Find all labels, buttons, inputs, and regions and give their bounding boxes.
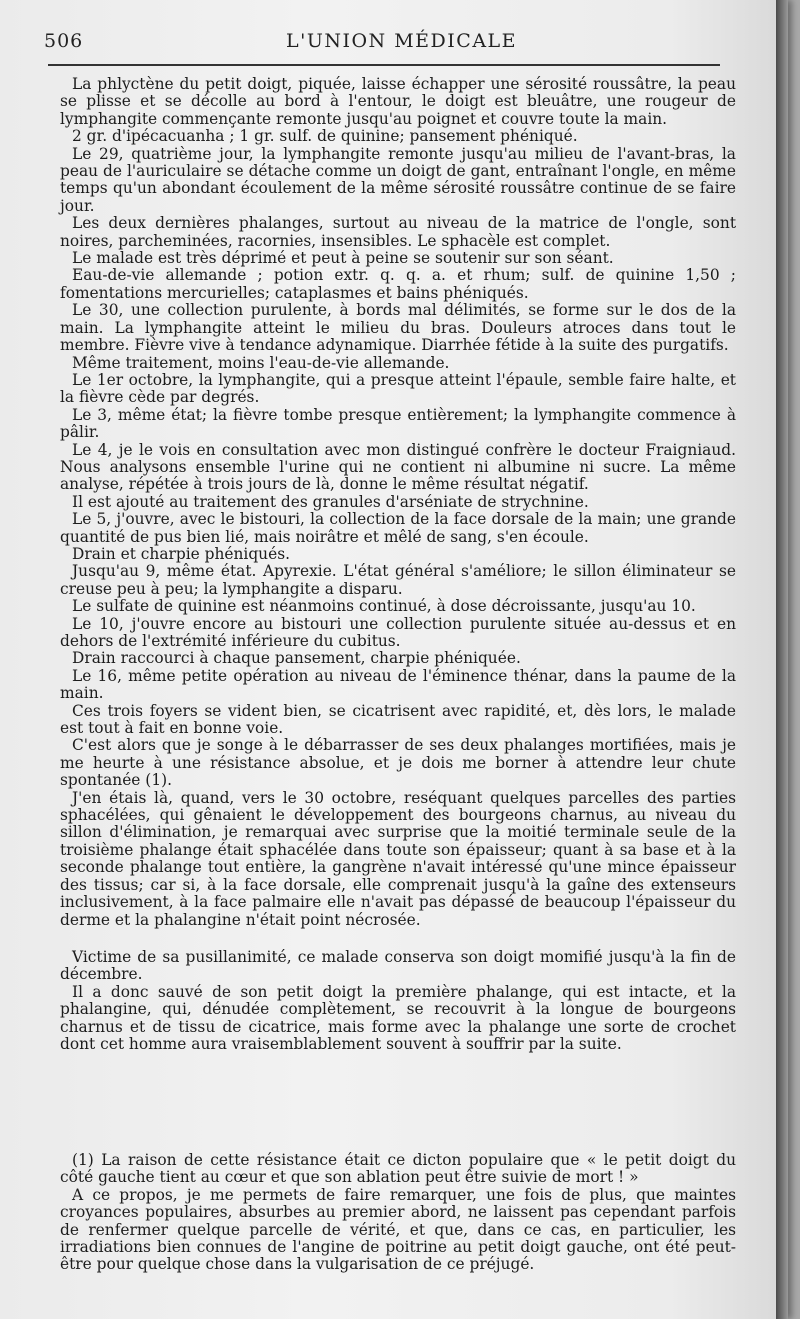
- paragraph: Le sulfate de quinine est néanmoins continué, à dose décroissante, jusqu'au 10.: [72, 597, 696, 616]
- paragraph: Le 5, j'ouvre, avec le bistouri, la collection de la face dorsale de la main; une grande quantité de pus bien lié, mais noirâtre et mêlé de sang, s'en écoule.: [60, 510, 736, 546]
- paragraph: Le 3, même état; la fièvre tombe presque entièrement; la lymphangite commence à pâlir.: [60, 405, 736, 442]
- page-number: 506: [44, 30, 84, 52]
- running-title: L'UNION MÉDICALE: [286, 30, 518, 52]
- paragraph: Jusqu'au 9, même état. Apyrexie. L'état général s'améliore; le sillon éliminateur se creuse peu à peu; la lymphangite a disparu.: [60, 562, 736, 598]
- paragraph: Victime de sa pusillanimité, ce malade conserva son doigt momifié jusqu'à la fin de décembre.: [60, 947, 736, 984]
- paragraph: Le 16, même petite opération au niveau de l'éminence thénar, dans la paume de la main.: [60, 666, 736, 703]
- body-text: [60, 76, 736, 1053]
- paragraph: Il a donc sauvé de son petit doigt la première phalange, qui est intacte, et la phalangine, qui, dénudée complètement, se recouvrit à la longue de bourgeons charnus et de tissu de cicatrice, mais forme avec la phalange une sorte de crochet dont cet homme aura vraisemblablement souvent à souffrir par la suite.: [60, 982, 736, 1053]
- footnote: A ce propos, je me permets de faire remarquer, une fois de plus, que maintes croyances populaires, absurbes au premier abord, ne laissent pas cependant parfois de renfermer quelque parcelle de vérité, et que, dans ce cas, en particulier, les irradiations bien connues de l'angine de poitrine au petit doigt gauche, ont été peut-être pour quelque chose dans la vulgarisation de ce préjugé.: [60, 1185, 736, 1274]
- paragraph: Le 4, je le vois en consultation avec mon distingué confrère le docteur Fraigniaud. Nous analysons ensemble l'urine qui ne contient ni albumine ni sucre. La même analyse, répétée à trois jours de là, donne le même résultat négatif.: [60, 440, 736, 494]
- paragraph: Ces trois foyers se vident bien, se cicatrisent avec rapidité, et, dès lors, le malade est tout à fait en bonne voie.: [60, 701, 736, 738]
- footnote: (1) La raison de cette résistance était ce dicton populaire que « le petit doigt du côté gauche tient au cœur et que son ablation peut être suivie de mort ! »: [60, 1151, 736, 1187]
- header-rule: [48, 64, 720, 66]
- paragraph: Le 30, une collection purulente, à bords mal délimités, se forme sur le dos de la main. La lymphangite atteint le milieu du bras. Douleurs atroces dans tout le membre. Fièvre vive à tendance adynamique. Diarrhée fétide à la suite des purgatifs.: [60, 301, 736, 355]
- page-header: [44, 30, 724, 60]
- paragraph: Il est ajouté au traitement des granules d'arséniate de strychnine.: [72, 492, 589, 511]
- paragraph: C'est alors que je songe à le débarrasser de ses deux phalanges mortifiées, mais je me heurte à une résistance absolue, et je dois me borner à attendre leur chute spontanée (1).: [60, 736, 736, 790]
- paragraph: Le malade est très déprimé et peut à peine se soutenir sur son séant.: [72, 249, 614, 268]
- paragraph: Les deux dernières phalanges, surtout au niveau de la matrice de l'ongle, sont noires, parcheminées, racornies, insensibles. Le sphacèle est complet.: [60, 214, 736, 250]
- paragraph: Même traitement, moins l'eau-de-vie allemande.: [72, 353, 450, 372]
- paragraph: Le 1er octobre, la lymphangite, qui a presque atteint l'épaule, semble faire halte, et la fièvre cède par degrés.: [60, 370, 736, 407]
- paragraph: Le 10, j'ouvre encore au bistouri une collection purulente située au-dessus et en dehors de l'extrémité inférieure du cubitus.: [60, 614, 736, 650]
- paragraph: Drain et charpie phéniqués.: [72, 544, 290, 563]
- paragraph: 2 gr. d'ipécacuanha ; 1 gr. sulf. de quinine; pansement phéniqué.: [72, 127, 578, 146]
- paragraph: Le 29, quatrième jour, la lymphangite remonte jusqu'au milieu de l'avant-bras, la peau de l'auriculaire se détache comme un doigt de gant, entraînant l'ongle, en même temps qu'un abondant écoulement de la même sérosité roussâtre continue de se faire jour.: [60, 144, 736, 215]
- paragraph: Drain raccourci à chaque pansement, charpie phéniquée.: [72, 649, 521, 668]
- page-edge-shadow: [776, 0, 788, 1319]
- paragraph: La phlyctène du petit doigt, piquée, laisse échapper une sérosité roussâtre, la peau se plisse et se décolle au bord à l'entour, le doigt est bleuâtre, une rougeur de lymphangite commençante remonte jusqu'au poignet et couvre toute la main.: [60, 75, 736, 128]
- paragraph: Eau-de-vie allemande ; potion extr. q. q. a. et rhum; sulf. de quinine 1,50 ; fomentations mercurielles; cataplasmes et bains phéniqués.: [60, 266, 736, 302]
- paragraph: J'en étais là, quand, vers le 30 octobre, reséquant quelques parcelles des parties sphacélées, qui gênaient le développement des bourgeons charnus, au niveau du sillon d'élimination, je remarquai avec surprise que la moitié terminale seule de la troisième phalange était sphacélée dans toute son épaisseur; quant à sa base et à la seconde phalange tout entière, la gangrène n'avait intéressé qu'une mince épaisseur des tissus; car si, à la face dorsale, elle comprenait jusqu'à la gaîne des extenseurs inclusivement, à la face palmaire elle n'avait pas dépassé de beaucoup l'épaisseur du derme et la phalangine n'était point nécrosée.: [60, 788, 736, 929]
- footnotes: [60, 1152, 736, 1274]
